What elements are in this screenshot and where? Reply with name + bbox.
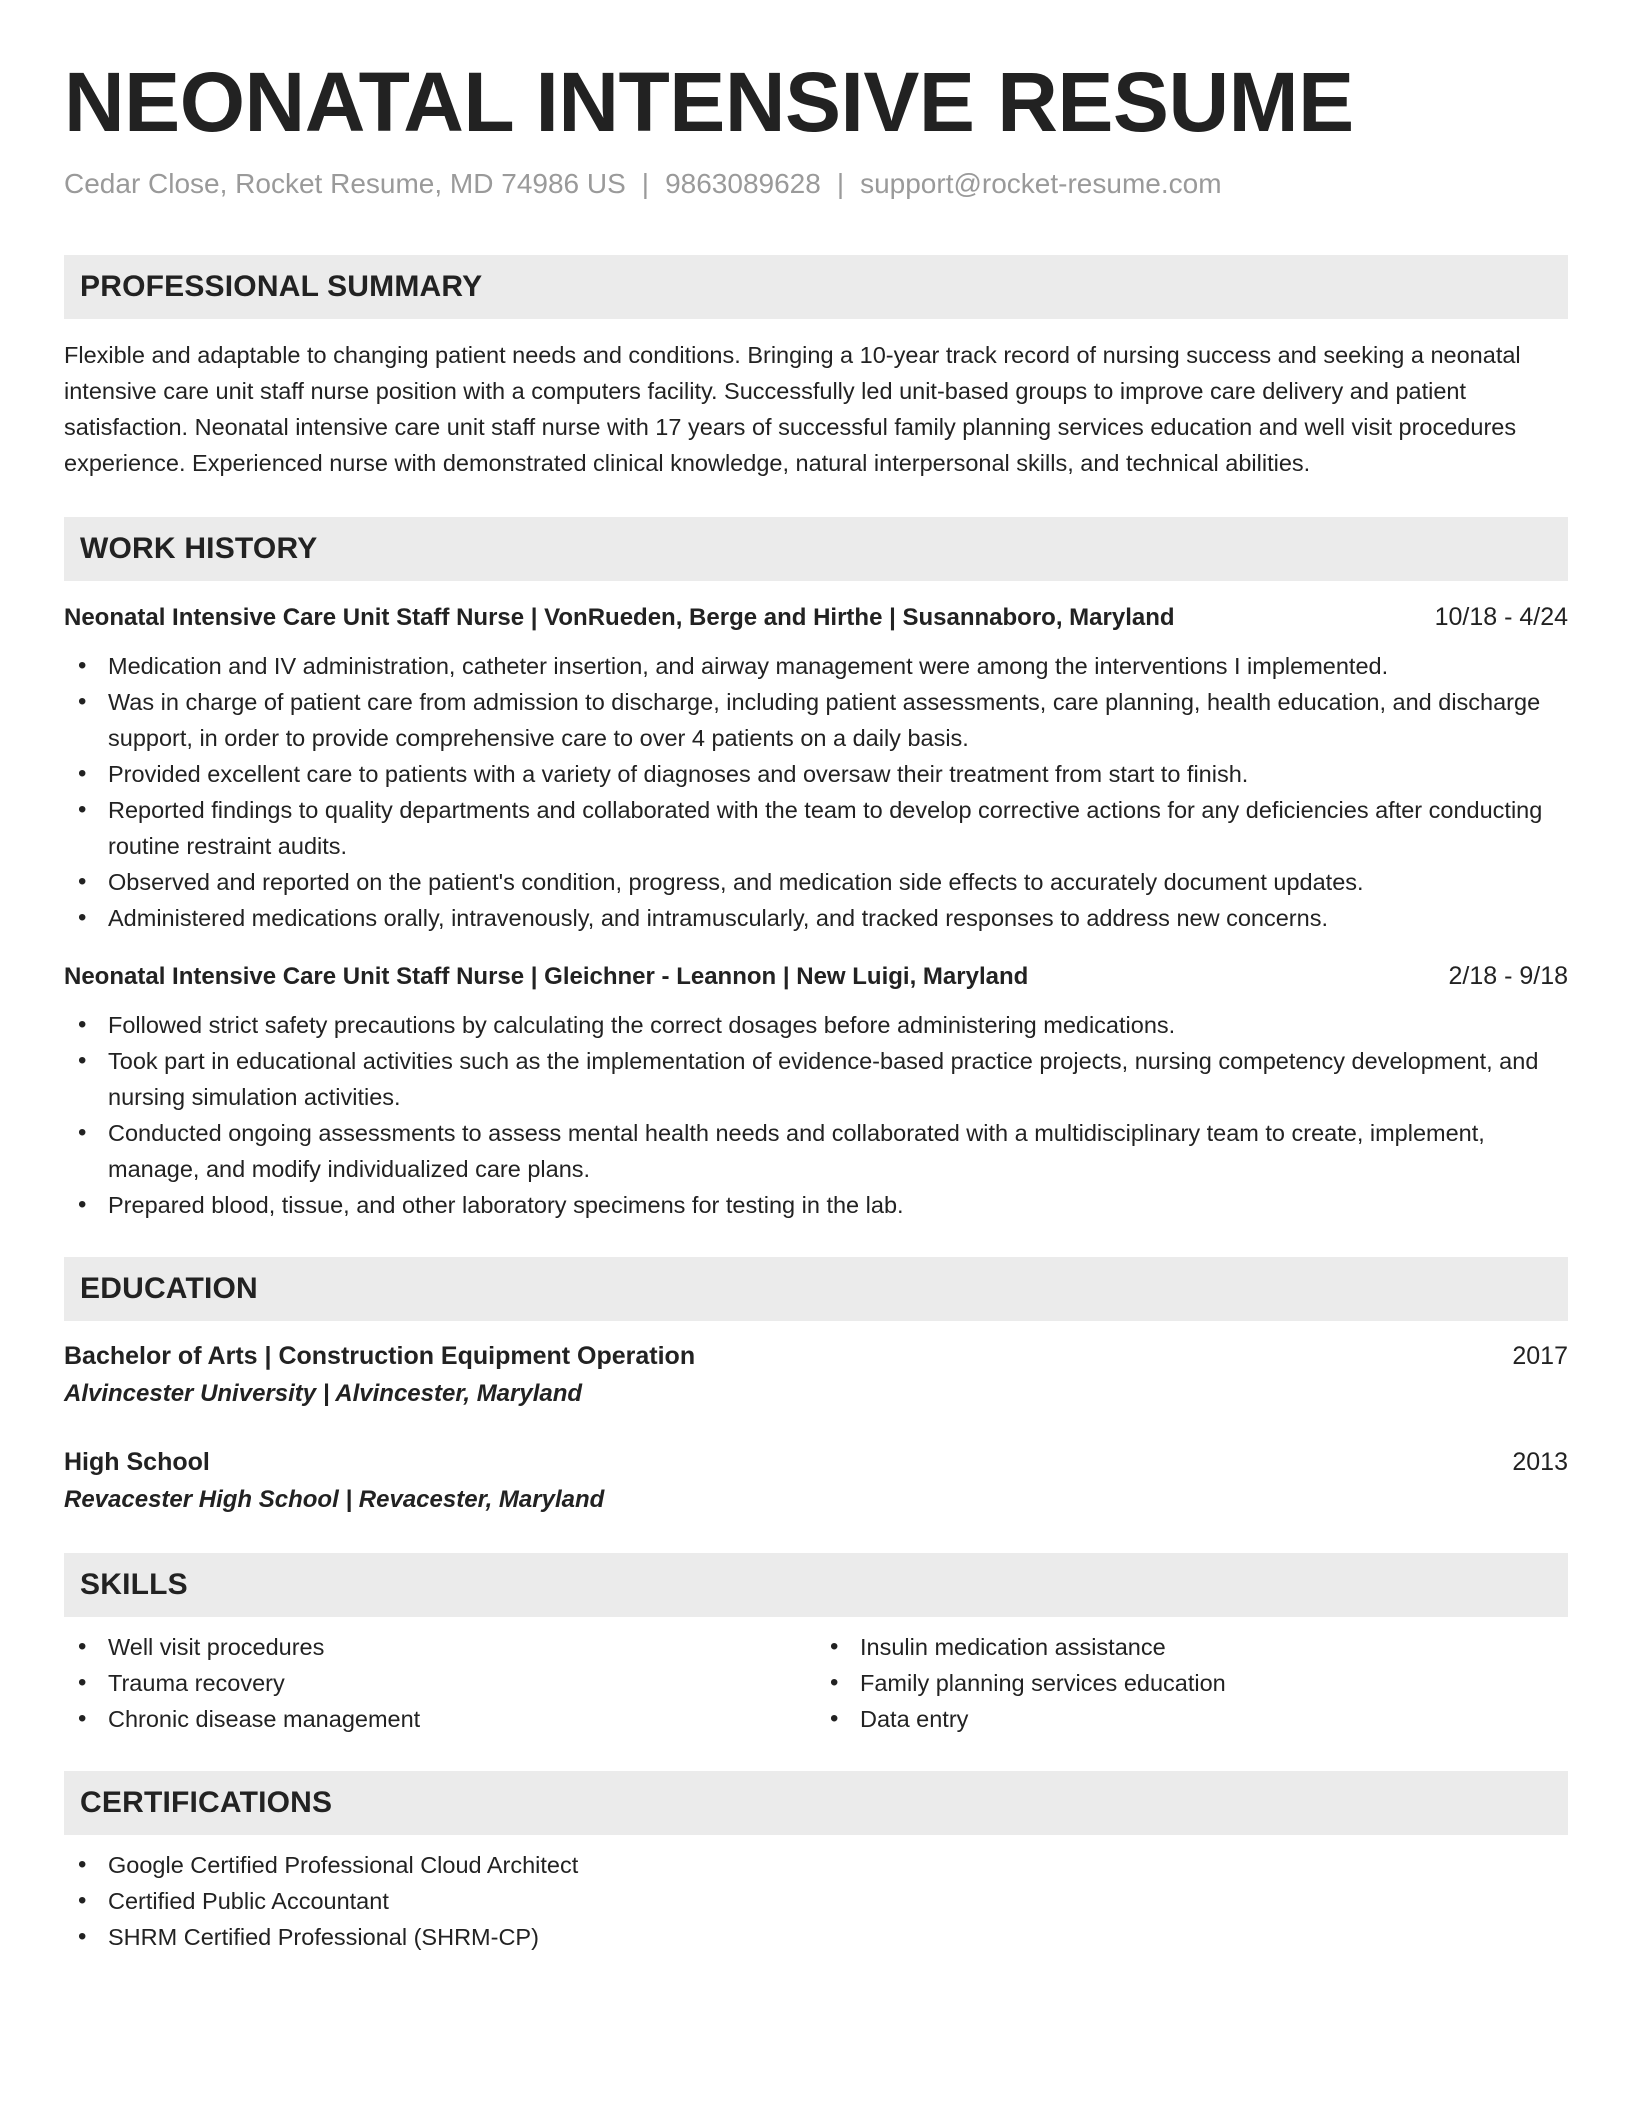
contact-separator: | [641, 168, 650, 200]
certifications-list [64, 1847, 1568, 1955]
contact-email[interactable]: support@rocket-resume.com [860, 168, 1222, 200]
skills-column-right [816, 1629, 1568, 1737]
skill-item: • Insulin medication assistance [816, 1629, 1568, 1665]
job-title: Neonatal Intensive Care Unit Staff Nurse | VonRueden, Berge and Hirthe | Susannaboro, Maryland [64, 603, 1175, 631]
education-entry [64, 1443, 1568, 1519]
job-bullet: • Administered medications orally, intravenously, and intramuscularly, and tracked responses to address new concerns. [64, 900, 1568, 936]
job-bullet: • Provided excellent care to patients with a variety of diagnoses and oversaw their treatment from start to finish. [64, 756, 1568, 792]
job-bullet: • Conducted ongoing assessments to assess mental health needs and collaborated with a multidisciplinary team to create, implement, manage, and modify individualized care plans. [64, 1115, 1568, 1187]
education-degree: Bachelor of Arts | Construction Equipment Operation [64, 1341, 696, 1370]
job-bullet: • Followed strict safety precautions by calculating the correct dosages before administering medications. [64, 1007, 1568, 1043]
job-bullet: • Prepared blood, tissue, and other laboratory specimens for testing in the lab. [64, 1187, 1568, 1223]
work-section-header [64, 517, 1568, 581]
skill-item: • Well visit procedures [64, 1629, 816, 1665]
education-section-header [64, 1257, 1568, 1321]
certifications-section-header [64, 1771, 1568, 1835]
job-bullets [64, 648, 1568, 936]
education-school: Alvincester University | Alvincester, Maryland [64, 1379, 583, 1407]
certification-item: • Google Certified Professional Cloud Architect [64, 1847, 1568, 1883]
skill-item: • Family planning services education [816, 1665, 1568, 1701]
education-year: 2017 [1512, 1341, 1568, 1370]
contact-phone: 9863089628 [665, 168, 821, 200]
summary-section-header [64, 255, 1568, 319]
resume-title: NEONATAL INTENSIVE RESUME [64, 55, 1354, 149]
summary-heading: PROFESSIONAL SUMMARY [80, 269, 483, 303]
contact-line [64, 166, 1568, 202]
certifications-heading: CERTIFICATIONS [80, 1785, 333, 1819]
contact-separator: | [836, 168, 845, 200]
skill-item: • Data entry [816, 1701, 1568, 1737]
job-bullet: • Reported findings to quality departments and collaborated with the team to develop corrective actions for any deficiencies after conducting routine restraint audits. [64, 792, 1568, 864]
job-header [64, 958, 1568, 995]
education-header [64, 1337, 1568, 1375]
work-heading: WORK HISTORY [80, 531, 318, 565]
skill-item: • Trauma recovery [64, 1665, 816, 1701]
contact-address: Cedar Close, Rocket Resume, MD 74986 US [64, 168, 626, 200]
job-bullet: • Was in charge of patient care from admission to discharge, including patient assessments, care planning, health education, and discharge support, in order to provide comprehensive care to over 4 patients on a daily basis. [64, 684, 1568, 756]
certification-item: • SHRM Certified Professional (SHRM-CP) [64, 1919, 1568, 1955]
skill-item: • Chronic disease management [64, 1701, 816, 1737]
education-header [64, 1443, 1568, 1481]
skills-list [64, 1629, 1568, 1737]
job-header [64, 599, 1568, 636]
education-entry [64, 1337, 1568, 1413]
skills-heading: SKILLS [80, 1567, 188, 1601]
skills-section-header [64, 1553, 1568, 1617]
job-bullet: • Took part in educational activities such as the implementation of evidence-based practice projects, nursing competency development, and nursing simulation activities. [64, 1043, 1568, 1115]
education-year: 2013 [1512, 1447, 1568, 1476]
job-dates: 2/18 - 9/18 [1448, 961, 1568, 990]
job-entry [64, 599, 1568, 936]
job-bullets [64, 1007, 1568, 1223]
job-bullet: • Observed and reported on the patient's condition, progress, and medication side effects to accurately document updates. [64, 864, 1568, 900]
job-entry [64, 958, 1568, 1223]
job-title: Neonatal Intensive Care Unit Staff Nurse | Gleichner - Leannon | New Luigi, Maryland [64, 962, 1029, 990]
skills-column-left [64, 1629, 816, 1737]
education-degree: High School [64, 1447, 210, 1476]
job-dates: 10/18 - 4/24 [1434, 602, 1568, 631]
education-heading: EDUCATION [80, 1271, 258, 1305]
summary-text: Flexible and adaptable to changing patient needs and conditions. Bringing a 10-year track record of nursing success and seeking a neonatal intensive care unit staff nurse position with a computers facility. Successfully led unit-based groups to improve care delivery and patient satisfaction. Neonatal intensive care unit staff nurse with 17 years of successful family planning services education and well visit procedures experience. Experienced nurse with demonstrated clinical knowledge, natural interpersonal skills, and technical abilities. [64, 341, 1521, 476]
education-school: Revacester High School | Revacester, Maryland [64, 1485, 605, 1513]
certification-item: • Certified Public Accountant [64, 1883, 1568, 1919]
job-bullet: • Medication and IV administration, catheter insertion, and airway management were among the interventions I implemented. [64, 648, 1568, 684]
